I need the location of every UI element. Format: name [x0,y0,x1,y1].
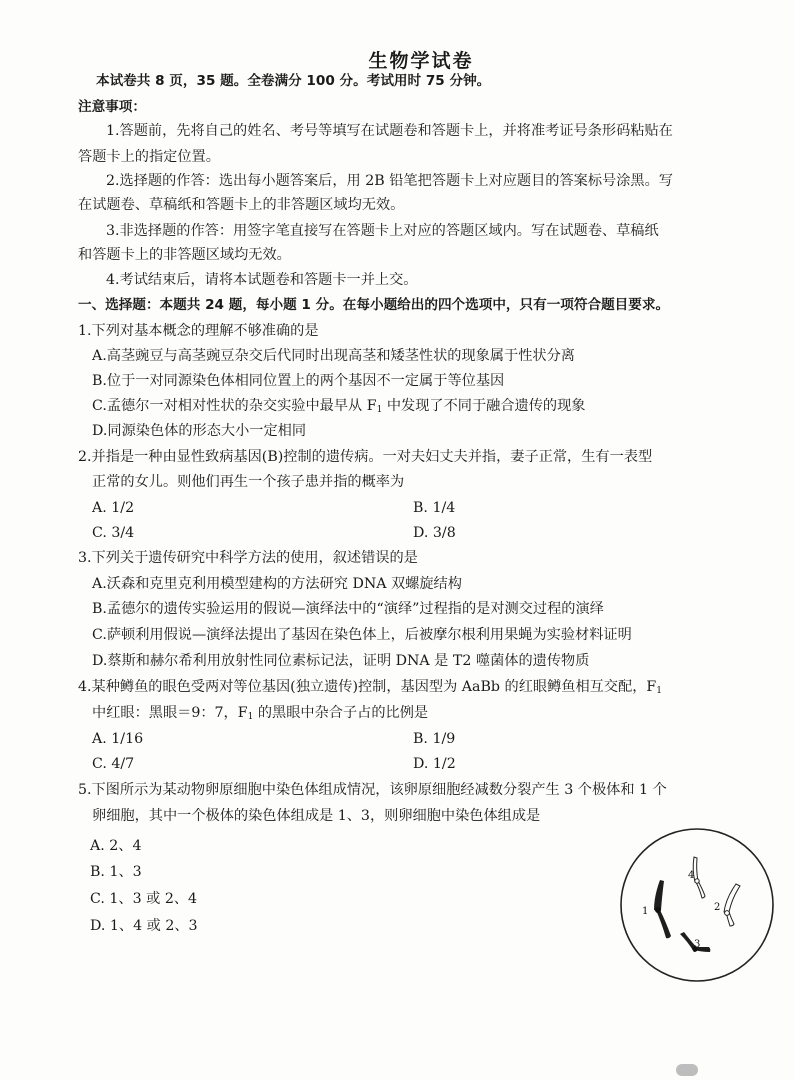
chromosome-label-3: 3 [694,939,701,950]
question-5-stem-line-1: 5.下图所示为某动物卵原细胞中染色体组成情况，该卵原细胞经减数分裂产生 3 个极体和 1 个 [78,782,667,798]
question-2-stem-line-1: 2.并指是一种由显性致病基因(B)控制的遗传病。一对夫妇丈夫并指，妻子正常，生有一表型 [78,449,653,465]
page-title: 生物学试卷 [368,50,474,72]
question-5-option-c: C. 1、3 或 2、4 [90,891,198,907]
question-5-option-a: A. 2、4 [90,838,142,854]
question-5-stem-line-2: 卵细胞，其中一个极体的染色体组成是 1、3，则卵细胞中染色体组成是 [92,808,541,824]
notice-3-line-1: 3.非选择题的作答：用签字笔直接写在答题卡上对应的答题区域内。写在试题卷、草稿纸 [106,223,659,239]
question-2-option-c: C. 3/4 [92,525,135,541]
chromosome-label-2: 2 [714,902,721,913]
question-5-option-b: B. 1、3 [90,864,142,880]
question-2-option-b: B. 1/4 [413,500,456,516]
question-1-option-a: A.高茎豌豆与高茎豌豆杂交后代同时出现高茎和矮茎性状的现象属于性状分离 [92,348,575,364]
question-3-option-c: C.萨顿利用假说—演绎法提出了基因在染色体上，后被摩尔根利用果蝇为实验材料证明 [92,627,632,643]
chromosome-label-4: 4 [688,870,695,881]
question-3-option-a: A.沃森和克里克利用模型建构的方法研究 DNA 双螺旋结构 [92,576,462,592]
question-4-option-a: A. 1/16 [92,731,144,747]
chromosome-label-1: 1 [642,906,649,917]
notice-2-line-1: 2.选择题的作答：选出每小题答案后，用 2B 铅笔把答题卡上对应题目的答案标号涂黑。写 [106,173,673,189]
question-3-option-b: B.孟德尔的遗传实验运用的假说—演绎法中的“演绎”过程指的是对测交过程的演绎 [92,601,604,617]
question-4-stem-line-1: 4.某种鳟鱼的眼色受两对等位基因(独立遗传)控制，基因型为 AaBb 的红眼鳟鱼相互交配，$F_1$ [78,679,662,696]
notice-2-line-2: 在试题卷、草稿纸和答题卡上的非答题区域均无效。 [78,197,405,213]
question-3-stem: 3.下列关于遗传研究中科学方法的使用，叙述错误的是 [78,550,418,566]
oocyte-chromosome-diagram [618,826,776,984]
question-2-stem-line-2: 正常的女儿。则他们再生一个孩子患并指的概率为 [92,474,405,490]
cell-membrane [621,829,773,981]
notice-3-line-2: 和答题卡上的非答题区域均无效。 [78,247,291,263]
exam-intro: 本试卷共 8 页，35 题。全卷满分 100 分。考试用时 75 分钟。 [96,73,491,89]
question-1-option-b: B.位于一对同源染色体相同位置上的两个基因不一定属于等位基因 [92,373,505,389]
question-3-option-d: D.蔡斯和赫尔希利用放射性同位素标记法，证明 DNA 是 T2 噬菌体的遗传物质 [92,653,590,669]
question-1-option-c: C.孟德尔一对相对性状的杂交实验中最早从 $F_1$ 中发现了不同于融合遗传的现象 [92,398,586,415]
chromosome-4 [693,857,705,898]
question-4-stem-line-2: 中红眼：黑眼＝9：7，$F_1$ 的黑眼中杂合子占的比例是 [92,705,429,722]
notice-4: 4.考试结束后，请将本试题卷和答题卡一并上交。 [106,272,418,288]
question-4-option-d: D. 1/2 [413,756,456,772]
notice-1-line-1: 1.答题前，先将自己的姓名、考号等填写在试题卷和答题卡上，并将准考证号条形码粘贴在 [106,123,673,139]
scan-artifact [676,1064,698,1076]
question-2-option-a: A. 1/2 [92,500,135,516]
chromosome-2 [724,884,740,926]
notice-1-line-2: 答题卡上的指定位置。 [78,149,220,165]
section-heading: 一、选择题：本题共 24 题，每小题 1 分。在每小题给出的四个选项中，只有一项符合题目要求。 [78,297,670,313]
question-2-option-d: D. 3/8 [413,525,456,541]
question-1-option-d: D.同源染色体的形态大小一定相同 [92,423,307,439]
question-1-stem: 1.下列对基本概念的理解不够准确的是 [78,323,319,339]
notice-heading: 注意事项： [78,99,146,115]
question-5-option-d: D. 1、4 或 2、3 [90,918,198,934]
question-4-option-c: C. 4/7 [92,756,135,772]
chromosome-1 [654,880,671,938]
question-4-option-b: B. 1/9 [413,731,456,747]
